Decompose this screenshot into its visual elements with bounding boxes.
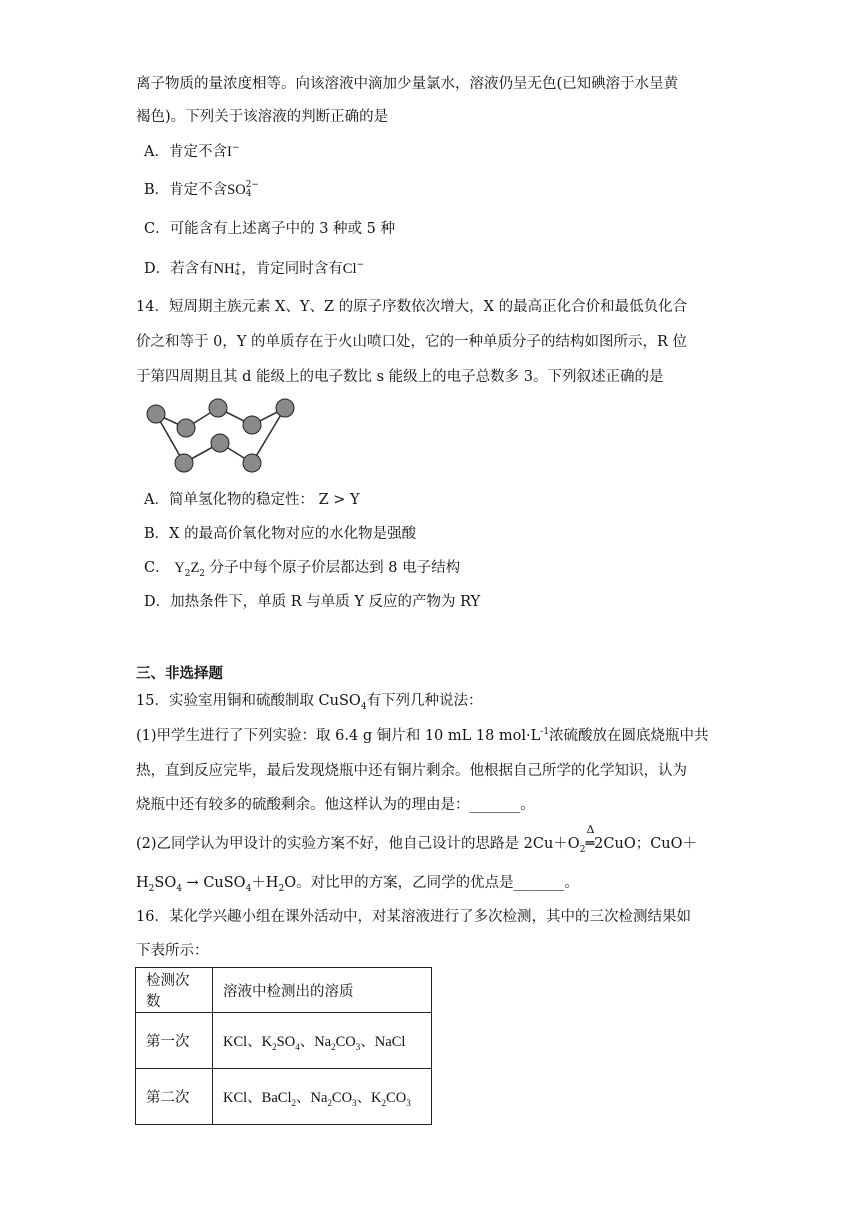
q14-option-c-rest: 分子中每个原子价层都达到 8 电子结构 [209, 560, 461, 576]
q14-option-b[interactable]: B．X 的最高价氧化物对应的水化物是强酸 [144, 526, 417, 542]
table-header-cell: 溶液中检测出的溶质 [213, 968, 432, 1013]
q15-part1-line1 [136, 726, 709, 746]
q16-stem-line1: 16．某化学兴趣小组在课外活动中，对某溶液进行了多次检测，其中的三次检测结果如 [136, 909, 691, 925]
q13-option-d-text: D．若含有 [144, 261, 214, 277]
q15-part2-text-b: 2CuO；CuO＋ [594, 836, 698, 852]
atom [147, 405, 165, 423]
q14-option-c-sub2: 2 [199, 568, 206, 579]
q15-part2-eq-h: H [136, 875, 149, 891]
q13-option-d-sub1: 4 [234, 268, 240, 277]
heat-delta-symbol: Δ [586, 823, 595, 836]
table-row [136, 1069, 432, 1125]
q15-part1-sup: -1 [540, 727, 550, 738]
q13-option-d-mid: ，肯定同时含有 [241, 261, 343, 277]
q13-option-d-charge1: + [234, 260, 242, 269]
table-cell-solutes: KCl、BaCl$_2$、$Na_2CO_3$、$K_2CO_3$ [213, 1069, 432, 1125]
q14-option-c-z: Z [190, 560, 200, 576]
q15-stem-text-b: 有下列几种说法： [366, 693, 483, 709]
q15-part2-eq-cuso: → CuSO [181, 875, 246, 891]
q13-option-b-charge: 2− [245, 180, 259, 190]
q15-part2-eq-sub: 2 [148, 883, 155, 894]
q14-option-c-prefix: C． [144, 560, 170, 576]
q13-option-d-charge2: − [356, 260, 365, 271]
q15-part2-eq-tail: O。对比甲的方案，乙同学的优点是_______。 [284, 875, 579, 891]
q13-option-c[interactable]: C．可能含有上述离子中的 3 种或 5 种 [144, 221, 395, 237]
atom [177, 419, 195, 437]
reaction-equals-sign: ═ [585, 836, 595, 852]
q13-option-a-charge: − [231, 143, 240, 154]
atom [243, 416, 261, 434]
q13-option-d-ion2: Cl [342, 261, 357, 277]
q15-part2-eq-so: SO [154, 875, 177, 891]
detection-results-table [135, 967, 432, 1125]
q13-option-a-text: A．肯定不含 [144, 144, 227, 160]
section-heading: 三、非选择题 [136, 665, 223, 682]
q13-option-b-sub: 4 [245, 189, 252, 199]
q14-stem-line3: 于第四周期且其 d 能级上的电子数比 s 能级上的电子总数多 3。下列叙述正确的是 [136, 369, 664, 385]
q15-part2-line2 [136, 873, 579, 893]
table-header-cell: 检测次数 [136, 968, 213, 1013]
table-row [136, 1013, 432, 1069]
q13-stem-line2: 褐色)。下列关于该溶液的判断正确的是 [136, 109, 389, 125]
atom [209, 399, 227, 417]
table-header-row [136, 968, 432, 1013]
q14-stem-line2: 价之和等于 0，Y 的单质存在于火山喷口处，它的一种单质分子的结构如图所示，R 位 [136, 334, 688, 350]
q15-part2-eq-sub: 4 [176, 883, 182, 894]
q15-stem-sub: 4 [360, 701, 367, 712]
q13-option-a[interactable] [144, 142, 239, 162]
q13-option-b[interactable] [144, 180, 259, 200]
q14-option-d[interactable]: D．加热条件下，单质 R 与单质 Y 反应的产物为 RY [144, 594, 481, 610]
q14-option-c-y: Y [174, 560, 185, 576]
table-cell-solutes: KCl、$K_2SO_4$、$Na_2CO_3$、NaCl [213, 1013, 432, 1069]
molecule-structure-figure [140, 398, 302, 478]
q15-part2-line1 [136, 823, 698, 855]
q15-stem-text-a: 15．实验室用铜和硫酸制取 CuSO [136, 693, 361, 709]
atom [276, 399, 294, 417]
q15-part1-text-a: (1)甲学生进行了下列实验：取 6.4 g 铜片和 10 mL 18 mol·L [136, 728, 541, 744]
q15-part2-eq-sub: 2 [278, 883, 285, 894]
q13-option-b-text: B．肯定不含 [144, 182, 228, 198]
atom [243, 454, 261, 472]
q15-part1-line3: 烧瓶中还有较多的硫酸剩余。他这样认为的理由是：_______。 [136, 797, 535, 813]
q13-option-d[interactable] [144, 259, 364, 279]
q14-option-c-sub1: 2 [184, 568, 191, 579]
q16-stem-line2: 下表所示： [136, 943, 209, 959]
table-row-label: 第二次 [136, 1069, 213, 1125]
q15-part2-text-a: (2)乙同学认为甲设计的实验方案不好，他自己设计的思路是 2Cu＋O [136, 836, 580, 852]
q15-part1-line2: 热，直到反应完毕，最后发现烧瓶中还有铜片剩余。他根据自己所学的化学知识，认为 [136, 763, 687, 779]
q13-option-d-ion1: NH [213, 261, 235, 277]
q15-part2-sub: 2 [579, 844, 586, 855]
atom [211, 434, 229, 452]
atom [175, 454, 193, 472]
q15-part2-eq-h2: ＋H [251, 875, 279, 891]
q15-part2-eq-sub: 4 [245, 883, 252, 894]
q14-stem-line1: 14．短周期主族元素 X、Y、Z 的原子序数依次增大，X 的最高正化合价和最低负化合 [136, 299, 688, 315]
table-row-label: 第一次 [136, 1013, 213, 1069]
q15-stem [136, 691, 483, 711]
q13-option-b-ion: SO [227, 182, 246, 198]
q13-stem-line1: 离子物质的量浓度相等。向该溶液中滴加少量氯水，溶液仍呈无色(已知碘溶于水呈黄 [136, 76, 679, 92]
q14-option-c[interactable] [144, 558, 460, 578]
q14-option-a[interactable]: A．简单氢化物的稳定性： Z > Y [144, 492, 360, 508]
q15-part1-text-b: 浓硫酸放在圆底烧瓶中共 [549, 728, 709, 744]
q13-option-a-ion: I [226, 144, 232, 160]
